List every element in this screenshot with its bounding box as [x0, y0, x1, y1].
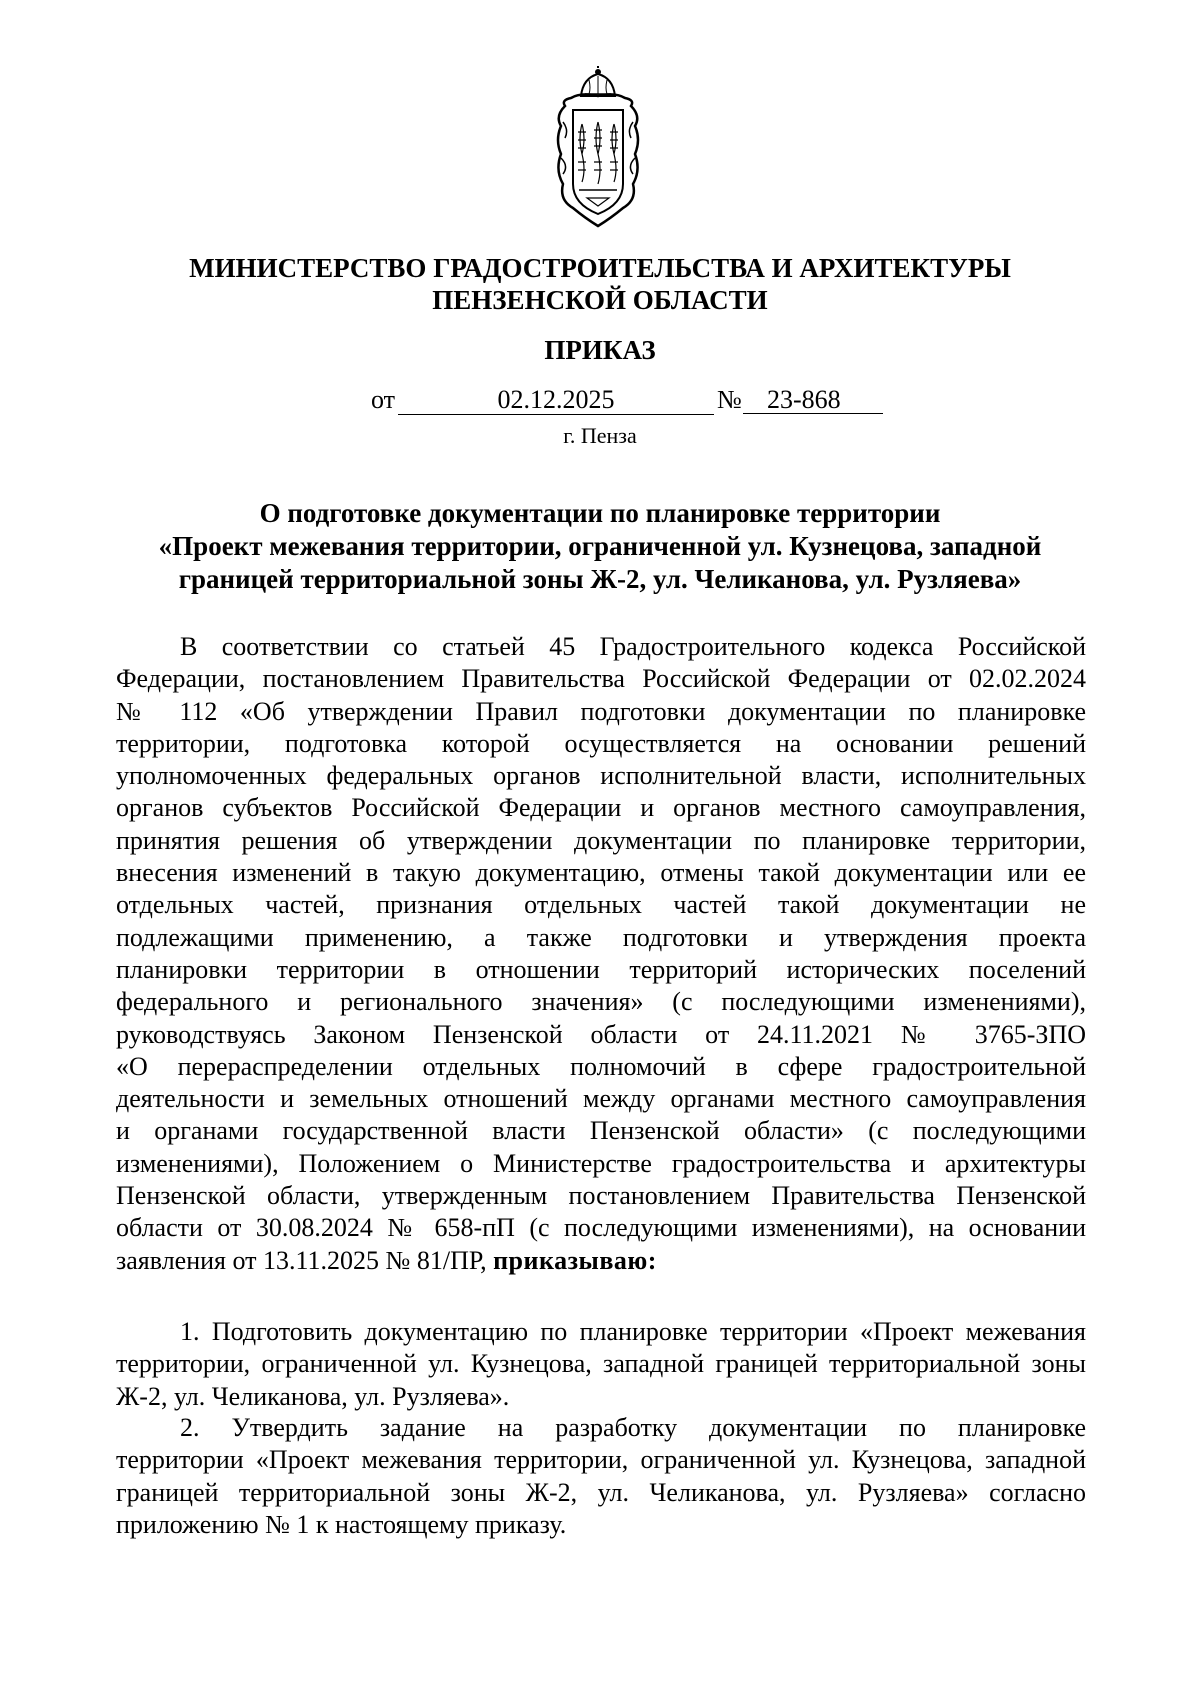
paragraph-line: территории, подготовка которой осуществляется на основании решений	[116, 728, 1086, 758]
paragraph-line: деятельности и земельных отношений между органами местного самоуправления	[116, 1084, 1086, 1114]
paragraph-line: В соответствии со статьей 45 Градостроительного кодекса Российской	[180, 632, 1086, 661]
paragraph-line	[116, 1509, 1086, 1541]
paragraph-line: принятия решения об утверждении документации по планировке территории,	[116, 825, 1086, 855]
date-label: от	[371, 385, 396, 414]
paragraph-line: территории «Проект межевания территории, ограниченной ул. Кузнецова, западной	[116, 1445, 1086, 1475]
paragraph-line: Федерации, постановлением Правительства Российской Федерации от 02.02.2024	[116, 664, 1086, 694]
paragraph-line-text: приложению № 1 к настоящему приказу.	[116, 1509, 567, 1539]
ministry-name-line1: МИНИСТЕРСТВО ГРАДОСТРОИТЕЛЬСТВА И АРХИТЕКТУРЫ	[189, 253, 1011, 283]
paragraph-line: области от 30.08.2024 № 658-пП (с последующими изменениями), на основании	[116, 1213, 1086, 1243]
paragraph-line: территории, ограниченной ул. Кузнецова, западной границей территориальной зоны	[116, 1349, 1086, 1379]
document-number: 23-868	[743, 384, 883, 414]
paragraph-line	[116, 1245, 1086, 1277]
coat-of-arms-emblem	[551, 66, 646, 230]
order-item-2	[116, 1412, 1086, 1541]
paragraph-line: внесения изменений в такую документацию, отмены такой документации или ее	[116, 858, 1086, 888]
document-title	[110, 497, 1090, 596]
paragraph-line: отдельных частей, признания отдельных частей такой документации не	[116, 890, 1086, 920]
order-verb: приказываю:	[493, 1245, 657, 1275]
paragraph-line: 1. Подготовить документацию по планировке территории «Проект межевания	[180, 1317, 1086, 1346]
paragraph-line: Пензенской области, утвержденным постановлением Правительства Пензенской	[116, 1181, 1086, 1211]
paragraph-line: подлежащими применению, а также подготовки и утверждения проекта	[116, 922, 1086, 952]
document-date: 02.12.2025	[398, 384, 714, 415]
paragraph-line	[116, 1381, 1086, 1413]
paragraph-line: границей территориальной зоны Ж-2, ул. Челиканова, ул. Рузляева» согласно	[116, 1477, 1086, 1507]
paragraph-line: планировки территории в отношении территорий исторических поселений	[116, 954, 1086, 984]
paragraph-line: № 112 «Об утверждении Правил подготовки документации по планировке	[116, 696, 1086, 726]
order-item-1	[116, 1316, 1086, 1413]
paragraph-line: 2. Утвердить задание на разработку документации по планировке	[180, 1413, 1086, 1442]
paragraph-line: изменениями), Положением о Министерстве градостроительства и архитектуры	[116, 1148, 1086, 1178]
paragraph-line: и органами государственной власти Пензенской области» (с последующими	[116, 1116, 1086, 1146]
paragraph-line-text: Ж-2, ул. Челиканова, ул. Рузляева».	[116, 1381, 510, 1411]
ministry-name-line2: ПЕНЗЕНСКОЙ ОБЛАСТИ	[432, 285, 768, 315]
paragraph-line: федерального и регионального значения» (с последующими изменениями),	[116, 987, 1086, 1017]
document-type: ПРИКАЗ	[544, 335, 656, 365]
paragraph-line-text: заявления от 13.11.2025 № 81/ПР,	[116, 1245, 487, 1275]
paragraph-line: органов субъектов Российской Федерации и органов местного самоуправления,	[116, 793, 1086, 823]
title-line: О подготовке документации по планировке территории	[259, 498, 941, 528]
preamble-paragraph	[116, 631, 1086, 1277]
city-name: г. Пенза	[563, 423, 637, 448]
date-number-line	[0, 384, 1200, 416]
paragraph-line: уполномоченных федеральных органов исполнительной власти, исполнительных	[116, 761, 1086, 791]
paragraph-line: «О перераспределении отдельных полномочий в сфере градостроительной	[116, 1051, 1086, 1081]
paragraph-line: руководствуясь Законом Пензенской области от 24.11.2021 № 3765-ЗПО	[116, 1019, 1086, 1049]
number-label: №	[717, 385, 742, 414]
title-line: «Проект межевания территории, ограниченной ул. Кузнецова, западной	[158, 531, 1042, 561]
title-line: границей территориальной зоны Ж-2, ул. Челиканова, ул. Рузляева»	[178, 564, 1022, 594]
